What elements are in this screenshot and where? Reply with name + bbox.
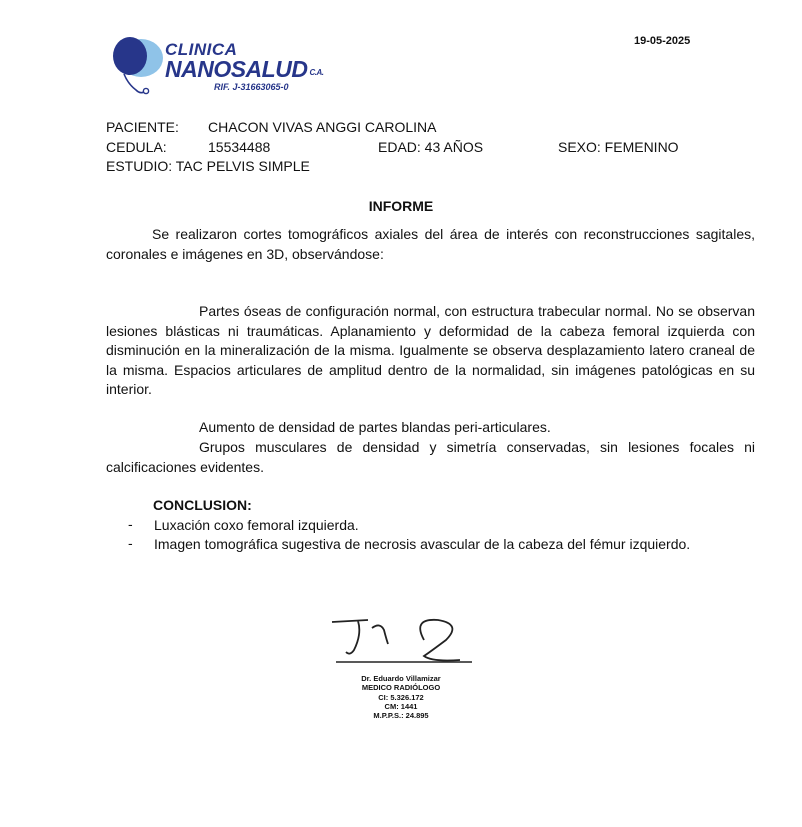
patient-id-value: 15534488 [208, 139, 271, 155]
signature-block [300, 674, 502, 720]
patient-id-label: CEDULA: [106, 139, 167, 155]
doctor-title: MEDICO RADIÓLOGO [361, 683, 441, 693]
patient-name-value: CHACON VIVAS ANGGI CAROLINA [208, 119, 437, 135]
report-date: 19-05-2025 [634, 35, 691, 47]
handwritten-signature [328, 614, 476, 670]
conclusion-title: CONCLUSION: [153, 497, 252, 513]
patient-sex: SEXO: FEMENINO [558, 139, 679, 155]
conclusion-bullet: - [128, 516, 133, 532]
conclusion-item: Imagen tomográfica sugestiva de necrosis avascular de la cabeza del fémur izquierdo. [154, 536, 691, 552]
report-intro: Se realizaron cortes tomográficos axiales del área de interés con reconstrucciones sagitales, coronales e imágenes en 3D, observándose: [106, 226, 755, 262]
logo-suffix: C.A. [309, 68, 324, 77]
patient-name-label: PACIENTE: [106, 119, 179, 135]
doctor-cm: CM: 1441 [384, 701, 418, 711]
conclusion-item: Luxación coxo femoral izquierda. [154, 517, 359, 533]
logo-line2 [165, 56, 323, 83]
report-paragraph-2: Aumento de densidad de partes blandas peri-articulares. [199, 419, 551, 435]
conclusion-bullet: - [128, 535, 133, 551]
doctor-mpps: M.P.P.S.: 24.895 [373, 711, 429, 721]
study-type: ESTUDIO: TAC PELVIS SIMPLE [106, 158, 310, 174]
report-paragraph-1: Partes óseas de configuración normal, con estructura trabecular normal. No se observan lesiones blásticas ni traumáticas. Aplanamiento y deformidad de la cabeza femoral izquierda con disminución en la mineralización de la misma. Igualmente se observa desplazamiento latero craneal de la misma. Espacios articulares de amplitud dentro de la normalidad, sin imágenes patológicas en su interior. [106, 303, 755, 397]
report-paragraph-3: Grupos musculares de densidad y simetría conservadas, sin lesiones focales ni calcificaciones evidentes. [106, 439, 755, 475]
report-title: INFORME [368, 198, 434, 214]
clinic-logo [110, 36, 324, 100]
doctor-ci: CI: 5.326.172 [378, 692, 424, 702]
logo-rif: RIF. J-31663065-0 [214, 82, 289, 92]
doctor-name: Dr. Eduardo Villamizar [361, 674, 441, 683]
balloon-logo-icon [110, 36, 170, 98]
logo-name-text: NANOSALUD [165, 56, 308, 82]
logo-line1: CLINICA [165, 40, 238, 59]
patient-age: EDAD: 43 AÑOS [378, 139, 484, 155]
